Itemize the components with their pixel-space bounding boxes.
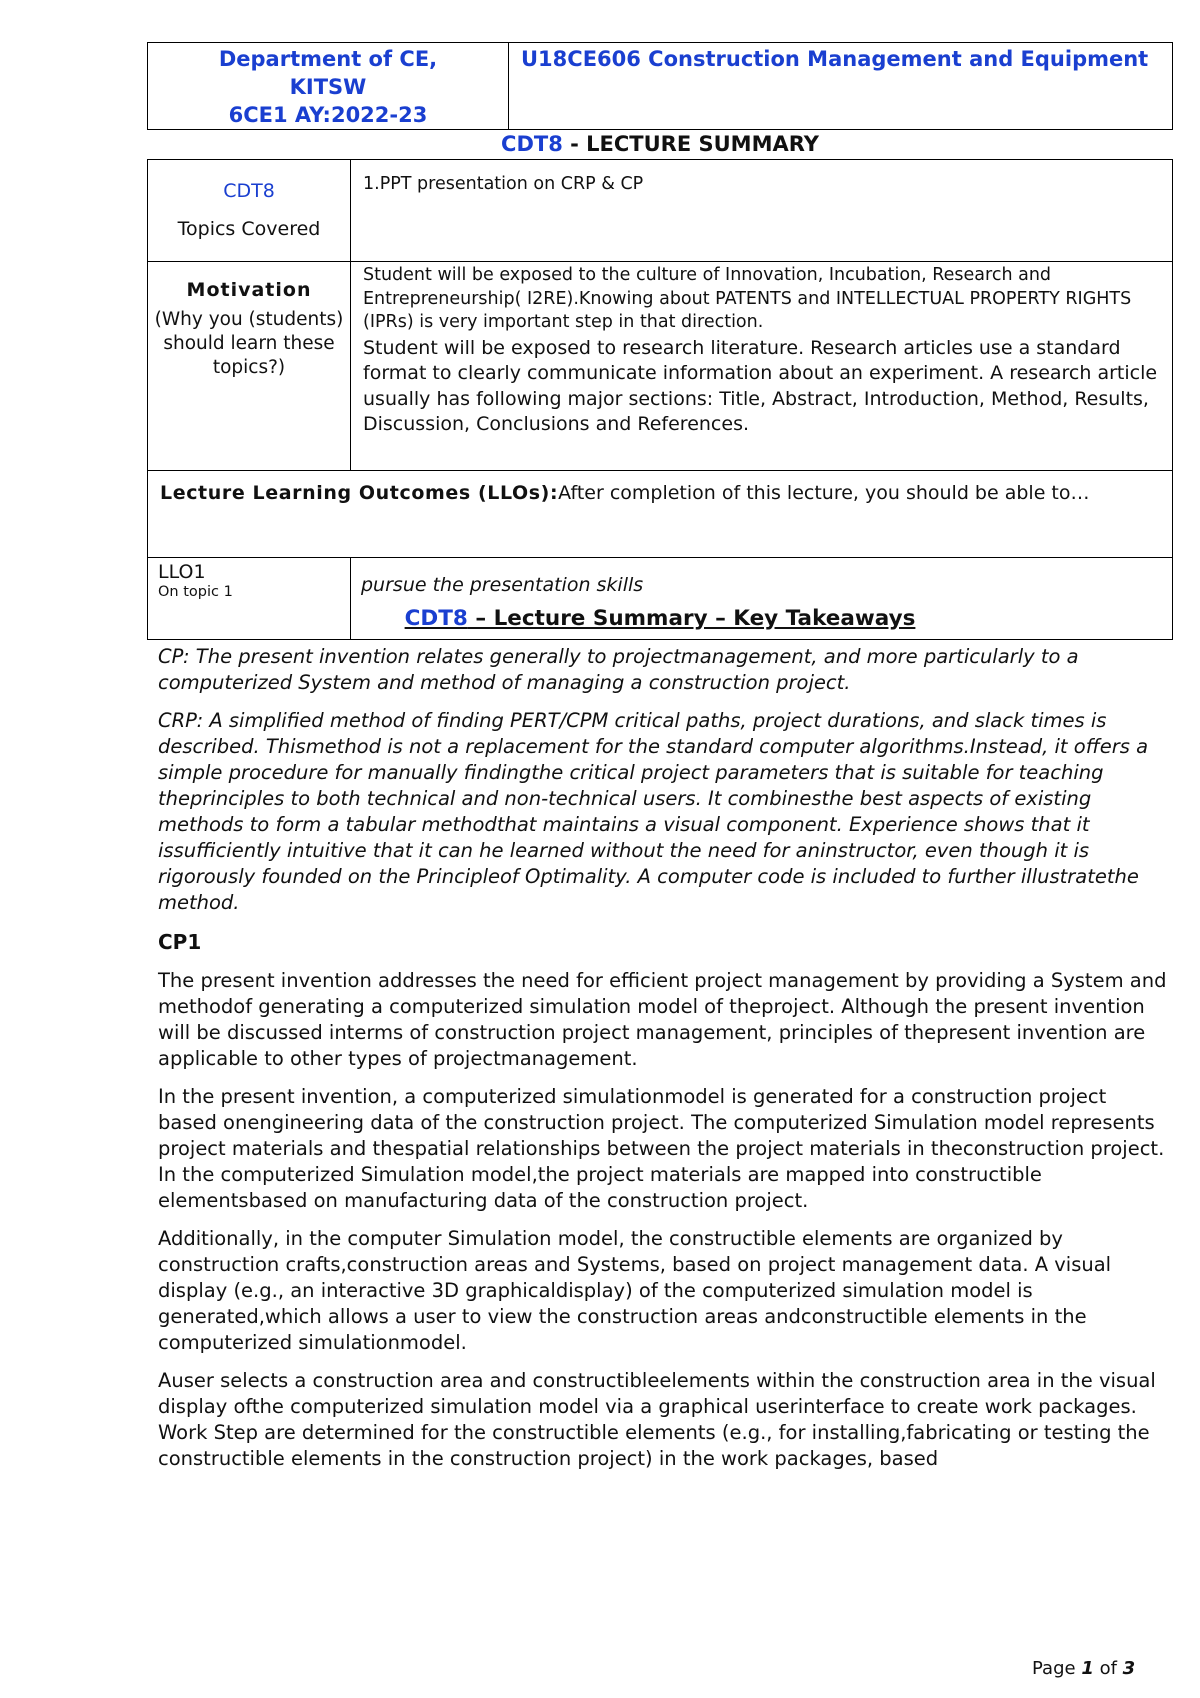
- topics-label-cell: [148, 160, 351, 262]
- motivation-value: [351, 262, 1173, 471]
- topics-code: CDT8: [223, 180, 275, 202]
- body-paragraph-4: Auser selects a construction area and constructibleelements within the construction area in the visual display ofthe computerized simulation model via a graphical userinterface to create work packages. Work Step are determined for the constructible elements (e.g., for installing,fabricating or testing the constructible elements in the construction project) in the work packages, based: [158, 1369, 1156, 1470]
- takeaways-code: CDT8: [404, 606, 468, 631]
- class-year: 6CE1 AY:2022-23: [228, 103, 428, 127]
- department-name: Department of CE,: [218, 47, 438, 71]
- motivation-sub: (Why you (students) should learn these topics?): [154, 309, 344, 378]
- key-takeaways-heading: [147, 604, 1173, 634]
- topics-value: 1.PPT presentation on CRP & CP: [351, 160, 1173, 262]
- summary-table: [147, 159, 1173, 640]
- llo-heading-row: [148, 471, 1173, 558]
- document-body: [158, 644, 1168, 1484]
- motivation-label-cell: [148, 262, 351, 471]
- llo1-code: LLO1: [158, 561, 206, 583]
- lecture-summary-caption: [147, 129, 1173, 159]
- caption-code: CDT8: [501, 132, 563, 156]
- body-paragraph-1: The present invention addresses the need for efficient project management by providing a System and methodof generating a computerized simulation model of theproject. Although the present invention will be discussed interms of construction project management, principles of thepresent invention are applicable to other types of projectmanagement.: [158, 969, 1167, 1070]
- course-title: U18CE606 Construction Management and Equipment: [509, 43, 1173, 130]
- llo-heading: Lecture Learning Outcomes (LLOs):: [160, 482, 559, 504]
- page-total: 3: [1122, 1658, 1136, 1679]
- llo-heading-cell: [148, 471, 1173, 558]
- takeaways-text: – Lecture Summary – Key Takeaways: [467, 606, 916, 631]
- motivation-paragraph-2: Student will be exposed to research literature. Research articles use a standard format to clearly communicate information about an experiment. A research article usually has following major sections: Title, Abstract, Introduction, Method, Results, Discussion, Conclusions and References.: [363, 336, 1158, 435]
- motivation-row: [148, 262, 1173, 471]
- department-cell: [148, 43, 509, 130]
- llo-intro: After completion of this lecture, you should be able to…: [558, 482, 1090, 504]
- cp1-heading: CP1: [158, 930, 202, 954]
- header-table: [147, 42, 1173, 130]
- of-word: of: [1093, 1658, 1123, 1679]
- llo1-outcome: pursue the presentation skills: [351, 558, 1173, 640]
- page-word: Page: [1032, 1658, 1082, 1679]
- caption-text: - LECTURE SUMMARY: [562, 132, 819, 156]
- topics-row: [148, 160, 1173, 262]
- motivation-label: Motivation: [186, 279, 312, 301]
- body-paragraph-2: In the present invention, a computerized simulationmodel is generated for a construction project based onengineering data of the construction project. The computerized Simulation model represents project materials and thespatial relationships between the project materials in theconstruction project. In the computerized Simulation model,the project materials are mapped into constructible elementsbased on manufacturing data of the construction project.: [158, 1085, 1165, 1212]
- motivation-paragraph-1: Student will be exposed to the culture of Innovation, Incubation, Research and Entrepreneurship( I2RE).Knowing about PATENTS and INTELLECTUAL PROPERTY RIGHTS (IPRs) is very important step in that direction.: [363, 265, 1132, 332]
- topics-label: Topics Covered: [177, 218, 321, 240]
- institute-name: KITSW: [289, 75, 367, 99]
- page-number: 1: [1081, 1658, 1094, 1679]
- crp-paragraph: CRP: A simplified method of finding PERT/CPM critical paths, project durations, and slack times is described. Thismethod is not a replacement for the standard computer algorithms.Instead, it offers a simple procedure for manually findingthe critical project parameters that is suitable for teaching theprinciples to both technical and non-technical users. It combinesthe best aspects of existing methods to form a tabular methodthat maintains a visual component. Experience shows that it issufficiently intuitive that it can he learned without the need for aninstructor, even though it is rigorously founded on the Principleof Optimality. A computer code is included to further illustratethe method.: [158, 709, 1149, 914]
- cp-paragraph: CP: The present invention relates generally to projectmanagement, and more particularly to a computerized System and method of managing a construction project.: [158, 645, 1079, 694]
- llo1-topic: On topic 1: [158, 584, 233, 600]
- body-paragraph-3: Additionally, in the computer Simulation model, the constructible elements are organized by construction crafts,construction areas and Systems, based on project management data. A visual display (e.g., an interactive 3D graphicaldisplay) of the computerized simulation model is generated,which allows a user to view the construction areas andconstructible elements in the computerized simulationmodel.: [158, 1227, 1112, 1354]
- page-footer: [1032, 1658, 1135, 1679]
